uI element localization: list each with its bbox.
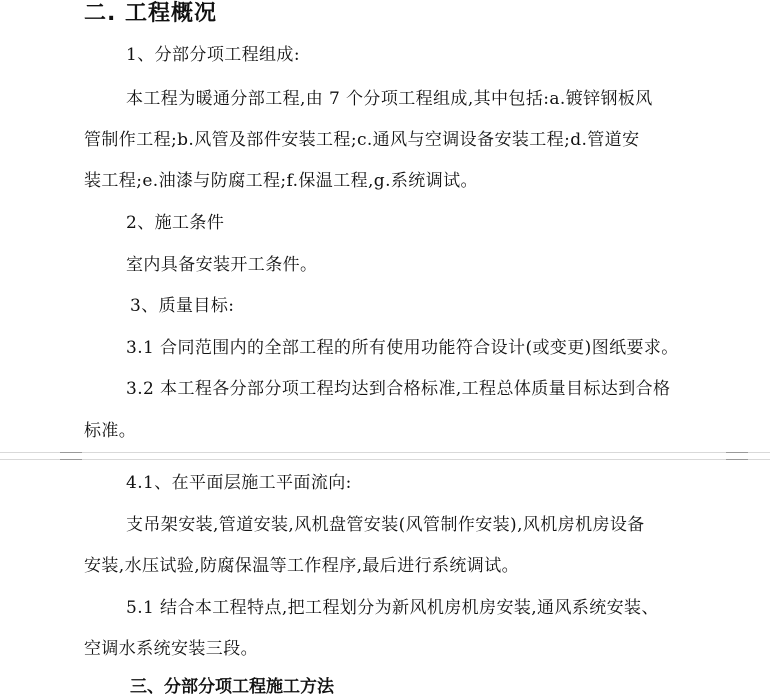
page-break xyxy=(0,452,770,460)
paragraph-line: 3.2 本工程各分部分项工程均达到合格标准,工程总体质量目标达到合格 xyxy=(126,379,671,399)
paragraph-line: 3、质量目标: xyxy=(130,296,235,316)
paragraph-line: 4.1、在平面层施工平面流向: xyxy=(126,473,352,493)
next-section-heading-partial: 三、分部分项工程施工方法 xyxy=(130,677,334,697)
section-heading: 二. 工程概况 xyxy=(84,1,218,26)
page-corner-mark-left xyxy=(60,452,82,460)
paragraph-line: 2、施工条件 xyxy=(126,213,225,233)
paragraph-line: 3.1 合同范围内的全部工程的所有使用功能符合设计(或变更)图纸要求。 xyxy=(126,338,679,358)
paragraph-line: 安装,水压试验,防腐保温等工作程序,最后进行系统调试。 xyxy=(84,556,520,576)
paragraph-line: 1、分部分项工程组成: xyxy=(126,45,300,65)
paragraph-line: 标准。 xyxy=(84,421,137,441)
paragraph-line: 支吊架安装,管道安装,风机盘管安装(风管制作安装),风机房机房设备 xyxy=(126,515,645,535)
paragraph-line: 装工程;e.油漆与防腐工程;f.保温工程,g.系统调试。 xyxy=(84,171,478,191)
paragraph-line: 空调水系统安装三段。 xyxy=(84,639,258,659)
page-corner-mark-right xyxy=(726,452,748,460)
paragraph-line: 5.1 结合本工程特点,把工程划分为新风机房机房安装,通风系统安装、 xyxy=(126,598,659,618)
paragraph-line: 室内具备安装开工条件。 xyxy=(126,255,318,275)
paragraph-line: 本工程为暖通分部工程,由 7 个分项工程组成,其中包括:a.镀锌钢板风 xyxy=(126,89,653,109)
paragraph-line: 管制作工程;b.风管及部件安装工程;c.通风与空调设备安装工程;d.管道安 xyxy=(84,130,640,150)
